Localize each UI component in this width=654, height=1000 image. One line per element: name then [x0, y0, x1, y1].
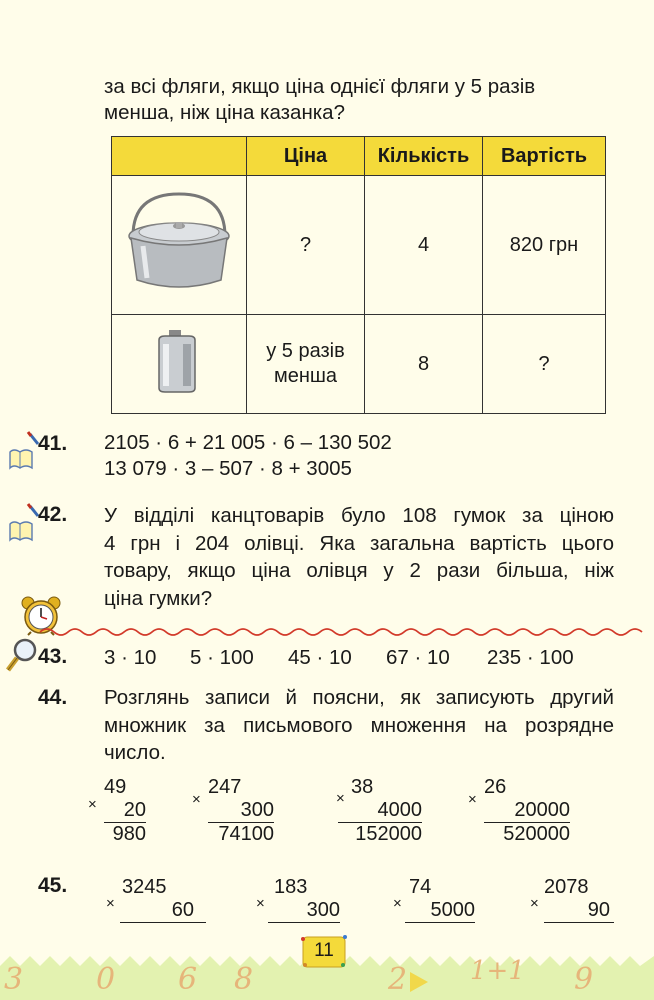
table-header-cost: Вартість: [483, 137, 606, 176]
multiplication-example: [468, 776, 570, 846]
footer-digit: 6: [178, 962, 198, 997]
factor-1: 247: [208, 776, 242, 798]
flask-image-cell: [112, 315, 247, 414]
multiplication-example: [192, 776, 274, 846]
task-43-expr-4: 67 · 10: [386, 646, 450, 669]
factor-1: 2078: [544, 876, 589, 898]
times-sign: ×: [393, 895, 402, 912]
intro-line-1: за всі фляги, якщо ціна однієї фляги у 5 разів: [104, 75, 536, 98]
pot-price: ?: [247, 176, 365, 315]
footer-digit: 0: [96, 962, 116, 997]
times-sign: ×: [336, 790, 345, 807]
multiplication-exercise: [530, 876, 614, 923]
task-44-text: [104, 684, 614, 767]
factor-2: 60: [120, 899, 206, 923]
price-quantity-cost-table: [111, 136, 606, 414]
page-number: 11: [314, 940, 334, 961]
multiplication-example: [88, 776, 146, 846]
task-40-continuation: [104, 74, 614, 126]
flask-price-line-1: у 5 разів: [266, 340, 345, 362]
times-sign: ×: [468, 791, 477, 808]
times-sign: ×: [530, 895, 539, 912]
table-header-quantity: Кількість: [365, 137, 483, 176]
flask-icon: [149, 326, 209, 396]
product: 520000: [503, 823, 570, 845]
pot-cost: 820 грн: [483, 176, 606, 315]
footer-digit: 3: [4, 962, 24, 997]
task-43-expr-2: 5 · 100: [190, 646, 254, 669]
task-43-number: 43.: [38, 645, 68, 668]
task-41-line-1: 2105 · 6 + 21 005 · 6 – 130 502: [104, 431, 392, 454]
flask-cost: ?: [483, 315, 606, 414]
flask-price: [247, 315, 365, 414]
factor-1: 38: [351, 776, 374, 798]
factor-2: 5000: [405, 899, 475, 923]
task-42-line-3: товару, якщо ціна олівця у 2 рази більша, ніж: [104, 559, 614, 582]
task-44-line-2: множник за письмового множення на розрядне: [104, 713, 614, 737]
pot-icon: [119, 186, 239, 298]
multiplication-exercise: [256, 876, 340, 923]
factor-1: 26: [484, 776, 507, 798]
task-42-line-2: 4 грн і 204 олівці. Яка загальна вартість цього: [104, 531, 614, 555]
pot-quantity: 4: [365, 176, 483, 315]
factor-2: 90: [544, 899, 614, 923]
task-42-number: 42.: [38, 503, 68, 526]
table-header-price: Ціна: [247, 137, 365, 176]
task-44-line-1: Розглянь записи й поясни, як записують другий: [104, 686, 614, 709]
task-43-expr-1: 3 · 10: [104, 646, 157, 669]
wavy-divider: [0, 626, 654, 638]
flask-quantity: 8: [365, 315, 483, 414]
table-row: [112, 315, 606, 414]
times-sign: ×: [106, 895, 115, 912]
task-42-line-1: У відділі канцтоварів було 108 гумок за ціною: [104, 504, 614, 527]
pot-image-cell: [112, 176, 247, 315]
table-row: [112, 176, 606, 315]
factor-2: 300: [268, 899, 340, 923]
times-sign: ×: [88, 796, 97, 813]
times-sign: ×: [256, 895, 265, 912]
task-42-text: [104, 502, 614, 612]
task-41-line-2: 13 079 · 3 – 507 · 8 + 3005: [104, 457, 352, 480]
task-45-number: 45.: [38, 874, 68, 897]
footer-digit: 1+1: [470, 956, 525, 986]
footer-digit: 2: [388, 962, 408, 997]
factor-2: 20000: [484, 799, 570, 823]
product: 152000: [355, 823, 422, 845]
factor-1: 3245: [122, 876, 167, 898]
factor-1: 183: [274, 876, 308, 898]
multiplication-exercise: [106, 876, 206, 923]
multiplication-exercise: [393, 876, 475, 923]
notebook-pencil-icon: [4, 428, 40, 470]
task-41-number: 41.: [38, 432, 68, 455]
factor-2: 20: [104, 799, 146, 823]
task-42-line-4: ціна гумки?: [104, 586, 213, 610]
task-43-expr-3: 45 · 10: [288, 646, 352, 669]
intro-line-2: менша, ніж ціна казанка?: [104, 101, 345, 124]
multiplication-example: [338, 776, 422, 846]
task-44-line-3: число.: [104, 741, 166, 764]
footer-digit: 8: [234, 962, 254, 997]
notebook-pencil-icon: [4, 500, 40, 542]
factor-1: 49: [104, 776, 127, 798]
factor-1: 74: [409, 876, 432, 898]
product: 980: [112, 823, 146, 845]
factor-2: 4000: [338, 799, 422, 823]
footer-digit: 9: [574, 962, 594, 997]
product: 74100: [218, 823, 274, 845]
times-sign: ×: [192, 791, 201, 808]
factor-2: 300: [208, 799, 274, 823]
task-43-expr-5: 235 · 100: [487, 646, 574, 669]
magnifier-icon: [4, 636, 38, 674]
flask-price-line-2: менша: [273, 365, 338, 387]
table-header-empty: [112, 137, 247, 176]
task-44-number: 44.: [38, 686, 68, 709]
task-41-expressions: [104, 430, 392, 482]
